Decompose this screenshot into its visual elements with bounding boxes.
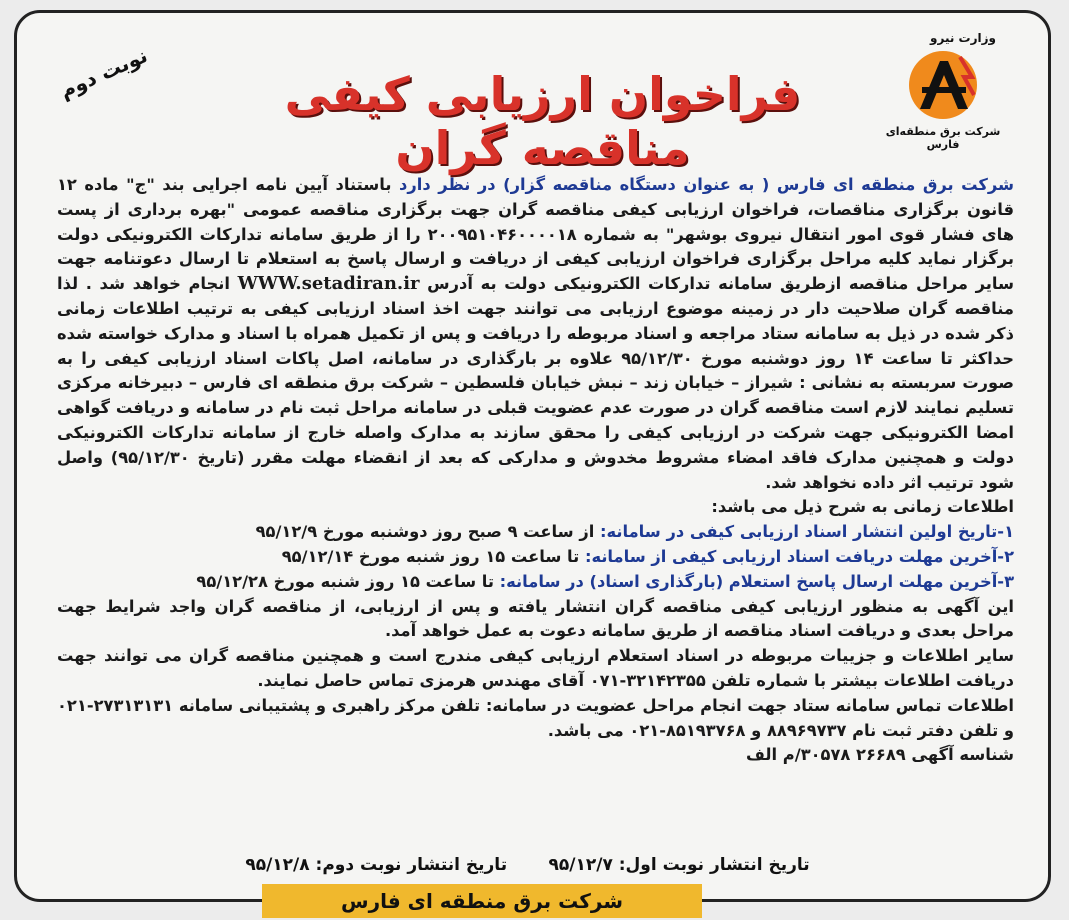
schedule-value: تا ساعت ۱۵ روز شنبه مورخ ۹۵/۱۲/۱۴ xyxy=(281,546,585,566)
website-link[interactable]: WWW.setadiran.ir xyxy=(237,273,420,295)
round-label: نوبت دوم xyxy=(56,43,151,103)
first-publication-date: تاریخ انتشار نوبت اول: ۹۵/۱۲/۷ xyxy=(548,855,810,875)
schedule-item xyxy=(57,570,1014,595)
announcement-frame xyxy=(14,10,1051,902)
schedule-label: ۱-تاریخ اولین انتشار اسناد ارزیابی کیفی در سامانه: xyxy=(599,522,1014,542)
intro-paragraph xyxy=(57,173,1014,495)
schedule-item xyxy=(57,520,1014,545)
ministry-label: وزارت نیرو xyxy=(930,31,996,45)
evaluation-paragraph: این آگهی به منظور ارزیابی کیفی مناقصه گران انتشار یافته و پس از ارزیابی، از مناقصه گران واجد شرایط جهت مراحل بعدی و دریافت اسناد مناقصه از طریق سامانه دعوت به عمل خواهد آمد. xyxy=(57,596,1014,641)
company-logo-label: شرکت برق منطقه‌ای فارس xyxy=(885,125,1001,151)
intro-highlight: شرکت برق منطقه ای فارس ( به عنوان دستگاه مناقصه گزار) در نظر دارد xyxy=(399,175,1015,194)
page-title: فراخوان ارزیابی کیفی مناقصه گران xyxy=(284,67,801,175)
contact-paragraph: سایر اطلاعات و جزییات مربوطه در اسناد استعلام ارزیابی کیفی مندرج است و همچنین مناقصه گران می توانند جهت دریافت اطلاعات بیشتر با شماره تلفن ۳۲۱۴۲۳۵۵-۰۷۱ آقای مهندس هرمزی تماس حاصل نمایند. xyxy=(57,646,1014,690)
schedule-value: تا ساعت ۱۵ روز شنبه مورخ ۹۵/۱۲/۲۸ xyxy=(196,571,500,591)
setad-contact-paragraph: اطلاعات تماس سامانه ستاد جهت انجام مراحل عضویت در سامانه: تلفن مرکز راهبری و پشتیبانی سامانه ۲۷۳۱۳۱۳۱-۰۲۱ و تلفن دفتر ثبت نام ۸۸۹۶۹۷۳۷ و ۸۵۱۹۳۷۶۸-۰۲۱ می باشد. xyxy=(57,695,1014,740)
schedule-label: ۲-آخرین مهلت دریافت اسناد ارزیابی کیفی از سامانه: xyxy=(584,546,1014,566)
intro-text: باستناد آیین نامه اجرایی بند "ج" ماده ۱۲ قانون برگزاری مناقصات، فراخوان ارزیابی کیفی مناقصه گران جهت برگزاری مناقصه عمومی "بهره برداری از پست های فشار قوی امور انتقال نیروی بوشهر" به شماره ۲۰۰۹۵۱۰۴۶۰۰۰۰۱۸ را از طریق سامانه تدارکات الکترونیکی دولت برگزار نماید کلیه مراحل برگزاری فراخوان ارزیابی کیفی از دریافت و ارسال پاسخ به استعلام تا ارسال دعوتنامه جهت سایر مراحل مناقصه ازطریق سامانه تدارکات الکترونیکی دولت به آدرس xyxy=(57,175,1015,294)
announcement-body xyxy=(57,173,1014,768)
publication-dates xyxy=(77,855,978,875)
ad-id: شناسه آگهی ۲۶۶۸۹ ۳۰۵۷۸/م الف xyxy=(746,745,1014,765)
power-tower-logo-icon xyxy=(900,47,986,123)
schedule-item xyxy=(57,545,1014,570)
schedule-intro: اطلاعات زمانی به شرح ذیل می باشد: xyxy=(711,497,1014,517)
schedule-label: ۳-آخرین مهلت ارسال پاسخ استعلام (بارگذاری اسناد) در سامانه: xyxy=(499,571,1014,591)
footer-company-banner: شرکت برق منطقه ای فارس xyxy=(262,884,702,918)
schedule-value: از ساعت ۹ صبح روز دوشنبه مورخ ۹۵/۱۲/۹ xyxy=(255,522,600,542)
intro-text-end: انجام خواهد شد . لذا مناقصه گران صلاحیت دار در زمینه موضوع ارزیابی می توانند جهت اخذ اسناد ارزیابی کیفی به ترتیب اطلاعات زمانی ذکر شده در ذیل به سامانه ستاد مراجعه و اسناد مربوطه را دریافت و پس از تکمیل همراه با اسناد و مدارک خواسته شده حداکثر تا ساعت ۱۴ روز دوشنبه مورخ ۹۵/۱۲/۳۰ علاوه بر بارگذاری در سامانه، اصل پاکات اسناد ارزیابی کیفی را به صورت سربسته به نشانی : شیراز – خیابان زند – نبش خیابان فلسطین – شرکت برق منطقه ای فارس – دبیرخانه مرکزی تسلیم نمایند لازم است مناقصه گران در صورت عدم عضویت قبلی در سامانه مراحل ثبت نام در سامانه و دریافت گواهی امضا الکترونیکی جهت شرکت در ارزیابی کیفی را محقق سازند به مدارک واصله خارج از سامانه تدارکات الکترونیکی دولت و همچنین مدارک فاقد امضاء مشروط مخدوش و مدارکی که بعد از انقضاء مهلت مقرر (تاریخ ۹۵/۱۲/۳۰) واصل شود ترتیب اثر داده نخواهد شد. xyxy=(57,274,1014,492)
company-logo xyxy=(868,31,1018,151)
second-publication-date: تاریخ انتشار نوبت دوم: ۹۵/۱۲/۸ xyxy=(245,855,508,875)
